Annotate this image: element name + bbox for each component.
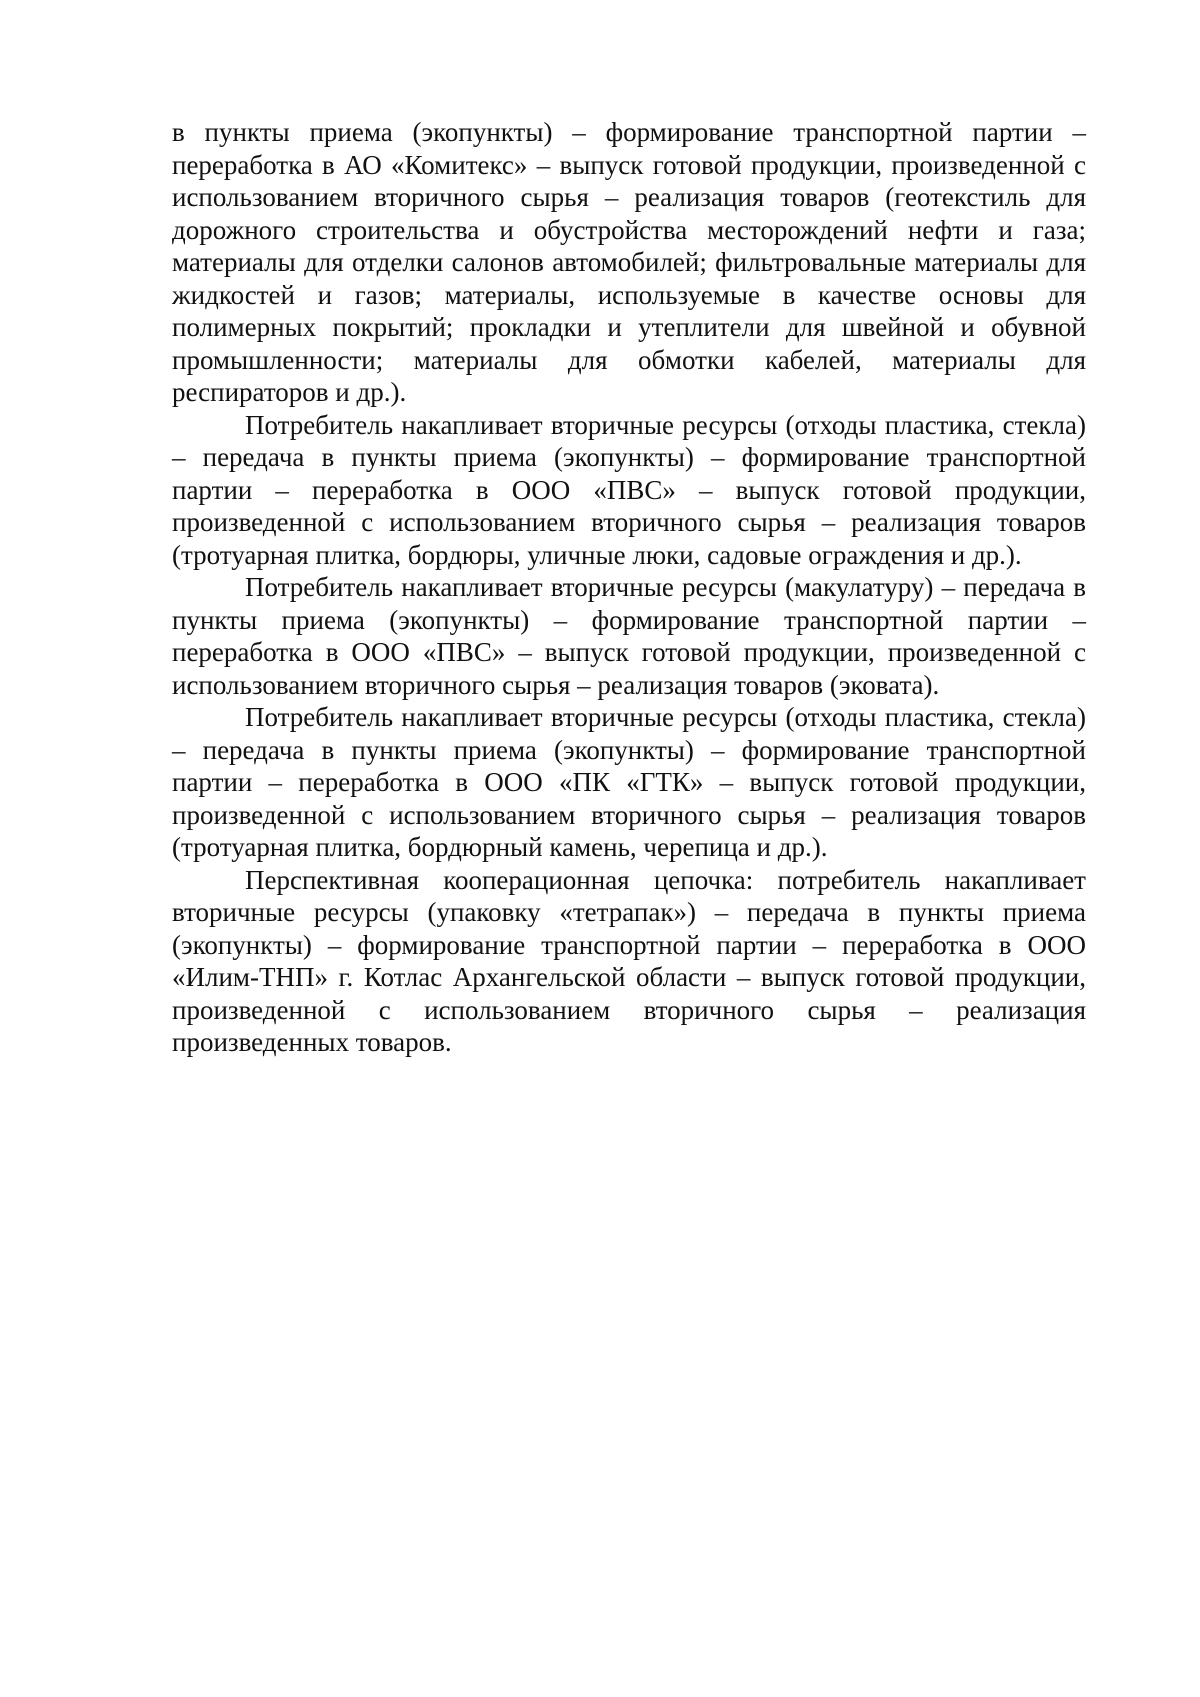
paragraph-continuation: в пункты приема (экопункты) – формирование транспортной партии – переработка в АО «Комитекс» – выпуск готовой продукции, произведенной с использованием вторичного сырья – реализация товаров (геотекстиль для дорожного строительства и обустройства месторождений нефти и газа; материалы для отделки салонов автомобилей; фильтровальные материалы для жидкостей и газов; материалы, используемые в качестве основы для полимерных покрытий; прокладки и утеплители для швейной и обувной промышленности; материалы для обмотки кабелей, материалы для респираторов и др.). [172,117,1086,407]
paragraph-pvs-plastic-glass: Потребитель накапливает вторичные ресурсы (отходы пластика, стекла) – передача в пункты приема (экопункты) – формирование транспортной партии – переработка в ООО «ПВС» – выпуск готовой продукции, произведенной с использованием вторичного сырья – реализация товаров (тротуарная плитка, бордюры, уличные люки, садовые ограждения и др.). [172,409,1086,570]
paragraph-pk-gtk: Потребитель накапливает вторичные ресурсы (отходы пластика, стекла) – передача в пункты приема (экопункты) – формирование транспортной партии – переработка в ООО «ПК «ГТК» – выпуск готовой продукции, произведенной с использованием вторичного сырья – реализация товаров (тротуарная плитка, бордюрный камень, черепица и др.). [172,702,1086,862]
paragraph-prospective-chain: Перспективная кооперационная цепочка: потребитель накапливает вторичные ресурсы (упаковку «тетрапак») – передача в пункты приема (экопункты) – формирование транспортной партии – переработка в ООО «Илим-ТНП» г. Котлас Архангельской области – выпуск готовой продукции, произведенной с использованием вторичного сырья – реализация произведенных товаров. [172,864,1086,1057]
document-body [172,116,1086,1059]
paragraph-pvs-wastepaper: Потребитель накапливает вторичные ресурсы (макулатуру) – передача в пункты приема (экопункты) – формирование транспортной партии – переработка в ООО «ПВС» – выпуск готовой продукции, произведенной с использованием вторичного сырья – реализация товаров (эковата). [172,572,1086,700]
